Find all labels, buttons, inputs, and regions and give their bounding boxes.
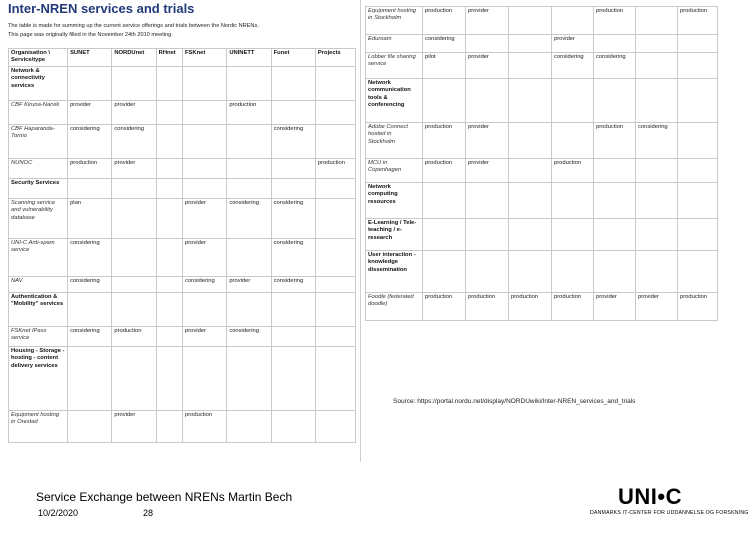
table-cell: production bbox=[466, 293, 509, 321]
table-cell bbox=[636, 251, 678, 293]
table-cell bbox=[509, 7, 552, 35]
column-header: UNINETT bbox=[227, 49, 271, 67]
intro-line-2: This page was originally filled in the November 24th 2010 meeting. bbox=[8, 31, 173, 38]
table-cell: considering bbox=[271, 198, 315, 238]
table-cell bbox=[271, 326, 315, 346]
table-cell bbox=[156, 346, 182, 410]
table-cell bbox=[678, 53, 718, 79]
table-cell bbox=[156, 198, 182, 238]
service-label: Equipment hosting in Stockholm bbox=[366, 7, 423, 35]
table-cell bbox=[227, 158, 271, 178]
table-cell bbox=[271, 66, 315, 100]
table-cell: production bbox=[594, 7, 636, 35]
table-cell bbox=[227, 238, 271, 276]
table-cell bbox=[227, 346, 271, 410]
table-cell: production bbox=[183, 410, 227, 442]
page-number: 28 bbox=[143, 508, 154, 518]
table-cell bbox=[183, 178, 227, 198]
left-table-panel bbox=[2, 0, 361, 462]
category-label: Authentication & "Mobility" services bbox=[9, 292, 68, 326]
logo-wordmark: UNI•C bbox=[618, 484, 682, 509]
category-label: Network communication tools & conferencing bbox=[366, 79, 423, 123]
table-cell: provider bbox=[636, 293, 678, 321]
service-label: CBF Kiruna-Narvik bbox=[9, 100, 68, 124]
table-cell: considering bbox=[112, 124, 156, 158]
table-cell bbox=[68, 292, 112, 326]
table-cell: provider bbox=[183, 326, 227, 346]
table-cell bbox=[552, 79, 594, 123]
footer-title: Service Exchange between NRENs Martin Bech bbox=[36, 490, 293, 504]
table-cell bbox=[509, 79, 552, 123]
table-cell bbox=[112, 178, 156, 198]
table-cell bbox=[156, 66, 182, 100]
left-table-body bbox=[9, 66, 356, 442]
table-row bbox=[9, 292, 356, 326]
table-cell bbox=[636, 53, 678, 79]
table-cell: production bbox=[552, 159, 594, 183]
table-cell bbox=[678, 183, 718, 219]
table-cell: considering bbox=[68, 238, 112, 276]
table-cell: considering bbox=[68, 124, 112, 158]
service-label: CBF Haparanda-Tornio bbox=[9, 124, 68, 158]
table-row bbox=[9, 410, 356, 442]
table-cell bbox=[636, 219, 678, 251]
table-cell bbox=[315, 238, 355, 276]
table-cell bbox=[315, 178, 355, 198]
column-header: Projects bbox=[315, 49, 355, 67]
table-cell bbox=[112, 346, 156, 410]
uni-c-logo bbox=[590, 484, 749, 518]
table-cell: production bbox=[678, 7, 718, 35]
table-cell bbox=[423, 183, 466, 219]
table-cell bbox=[183, 158, 227, 178]
table-cell: plan bbox=[68, 198, 112, 238]
table-cell: production bbox=[68, 158, 112, 178]
table-cell bbox=[509, 183, 552, 219]
table-cell bbox=[156, 410, 182, 442]
category-label: Housing - Storage - hosting - content delivery services bbox=[9, 346, 68, 410]
table-cell bbox=[678, 219, 718, 251]
service-label: FSKnet IPass service bbox=[9, 326, 68, 346]
table-cell: considering bbox=[636, 123, 678, 159]
table-cell: provider bbox=[68, 100, 112, 124]
table-row bbox=[366, 53, 718, 79]
table-cell bbox=[678, 251, 718, 293]
column-header: Organisation \ Service/type bbox=[9, 49, 68, 67]
intro-text bbox=[8, 22, 353, 39]
services-table-left bbox=[8, 48, 356, 443]
table-cell bbox=[552, 219, 594, 251]
table-cell: considering bbox=[271, 238, 315, 276]
table-cell bbox=[509, 251, 552, 293]
table-row bbox=[366, 251, 718, 293]
table-cell bbox=[156, 276, 182, 292]
table-cell: production bbox=[315, 158, 355, 178]
table-cell: production bbox=[423, 123, 466, 159]
table-cell: provider bbox=[183, 198, 227, 238]
table-cell bbox=[678, 79, 718, 123]
table-cell bbox=[315, 276, 355, 292]
table-cell bbox=[315, 198, 355, 238]
table-cell bbox=[227, 124, 271, 158]
table-cell bbox=[227, 410, 271, 442]
table-cell bbox=[594, 183, 636, 219]
table-cell bbox=[68, 346, 112, 410]
table-cell: production bbox=[227, 100, 271, 124]
table-cell bbox=[423, 219, 466, 251]
table-cell bbox=[183, 292, 227, 326]
table-row bbox=[9, 198, 356, 238]
table-row bbox=[9, 66, 356, 100]
footer-date: 10/2/2020 bbox=[38, 508, 79, 518]
table-cell: provider bbox=[466, 53, 509, 79]
table-cell bbox=[227, 178, 271, 198]
table-cell: provider bbox=[466, 123, 509, 159]
table-row bbox=[366, 183, 718, 219]
table-row bbox=[366, 35, 718, 53]
table-cell bbox=[112, 238, 156, 276]
table-cell: considering bbox=[423, 35, 466, 53]
table-cell bbox=[315, 410, 355, 442]
table-cell: provider bbox=[466, 159, 509, 183]
table-cell: production bbox=[423, 293, 466, 321]
service-label: UNI-C Anti-spam service bbox=[9, 238, 68, 276]
table-cell bbox=[509, 159, 552, 183]
table-cell bbox=[227, 292, 271, 326]
service-label: Foodle (federated doodle) bbox=[366, 293, 423, 321]
table-cell bbox=[594, 35, 636, 53]
table-row bbox=[366, 219, 718, 251]
service-label: NAV bbox=[9, 276, 68, 292]
table-cell bbox=[678, 35, 718, 53]
table-cell: production bbox=[112, 326, 156, 346]
table-cell bbox=[552, 123, 594, 159]
table-cell bbox=[271, 100, 315, 124]
table-cell: production bbox=[423, 159, 466, 183]
services-table-right bbox=[365, 6, 718, 321]
table-cell: provider bbox=[594, 293, 636, 321]
table-cell bbox=[552, 183, 594, 219]
table-cell bbox=[678, 159, 718, 183]
service-label: Equipment hosting in Orestad bbox=[9, 410, 68, 442]
table-row bbox=[366, 293, 718, 321]
table-cell: production bbox=[678, 293, 718, 321]
table-cell bbox=[156, 100, 182, 124]
table-cell bbox=[509, 219, 552, 251]
service-label: Scanning service and vulnerability database bbox=[9, 198, 68, 238]
table-cell bbox=[271, 292, 315, 326]
table-cell bbox=[156, 326, 182, 346]
table-cell bbox=[594, 79, 636, 123]
table-cell bbox=[315, 326, 355, 346]
table-cell bbox=[636, 159, 678, 183]
table-row bbox=[9, 100, 356, 124]
table-cell: considering bbox=[227, 326, 271, 346]
table-cell: production bbox=[594, 123, 636, 159]
table-row bbox=[9, 326, 356, 346]
table-cell bbox=[315, 292, 355, 326]
table-cell bbox=[271, 410, 315, 442]
table-row bbox=[9, 238, 356, 276]
column-header: SUNET bbox=[68, 49, 112, 67]
table-cell: considering bbox=[271, 276, 315, 292]
table-cell bbox=[183, 346, 227, 410]
table-cell bbox=[636, 35, 678, 53]
table-cell bbox=[552, 7, 594, 35]
table-cell: provider bbox=[112, 410, 156, 442]
table-cell: considering bbox=[183, 276, 227, 292]
table-cell bbox=[156, 158, 182, 178]
table-row bbox=[9, 124, 356, 158]
table-cell bbox=[315, 100, 355, 124]
table-cell bbox=[466, 183, 509, 219]
intro-line-1: The table is made for summing up the current service offerings and trials between the Nordic NRENs. bbox=[8, 23, 259, 29]
table-cell: considering bbox=[271, 124, 315, 158]
table-cell bbox=[466, 79, 509, 123]
table-cell bbox=[156, 292, 182, 326]
table-cell bbox=[68, 178, 112, 198]
table-cell bbox=[227, 66, 271, 100]
table-cell bbox=[594, 219, 636, 251]
column-header: NORDUnet bbox=[112, 49, 156, 67]
column-header: FSKnet bbox=[183, 49, 227, 67]
service-label: Adobe Connect hosted in Stockholm bbox=[366, 123, 423, 159]
table-cell: considering bbox=[552, 53, 594, 79]
table-cell bbox=[466, 219, 509, 251]
table-cell bbox=[271, 346, 315, 410]
table-cell: considering bbox=[68, 276, 112, 292]
table-cell bbox=[156, 178, 182, 198]
table-cell bbox=[112, 66, 156, 100]
table-cell: provider bbox=[227, 276, 271, 292]
page-heading: Inter-NREN services and trials bbox=[8, 1, 195, 16]
table-cell: provider bbox=[183, 238, 227, 276]
category-label: Security Services bbox=[9, 178, 68, 198]
table-row bbox=[366, 7, 718, 35]
table-cell: pilot bbox=[423, 53, 466, 79]
table-cell bbox=[68, 66, 112, 100]
table-header-row bbox=[9, 49, 356, 67]
table-cell bbox=[271, 178, 315, 198]
table-cell bbox=[112, 276, 156, 292]
service-label: NUNOC bbox=[9, 158, 68, 178]
table-cell bbox=[509, 53, 552, 79]
table-cell: considering bbox=[227, 198, 271, 238]
service-label: Eduroam bbox=[366, 35, 423, 53]
table-row bbox=[9, 158, 356, 178]
table-cell: considering bbox=[594, 53, 636, 79]
service-label: MCU in Copenhagen bbox=[366, 159, 423, 183]
table-cell: provider bbox=[112, 158, 156, 178]
table-cell bbox=[156, 238, 182, 276]
table-row bbox=[366, 79, 718, 123]
table-cell bbox=[636, 183, 678, 219]
table-cell bbox=[636, 7, 678, 35]
table-cell bbox=[552, 251, 594, 293]
table-cell bbox=[156, 124, 182, 158]
table-cell bbox=[112, 292, 156, 326]
table-cell bbox=[466, 35, 509, 53]
table-cell bbox=[183, 124, 227, 158]
category-label: User interaction - knowledge dissemination bbox=[366, 251, 423, 293]
table-cell bbox=[509, 35, 552, 53]
service-label: Lobber file sharing service bbox=[366, 53, 423, 79]
table-cell: provider bbox=[552, 35, 594, 53]
table-cell bbox=[594, 159, 636, 183]
category-label: Network computing resources bbox=[366, 183, 423, 219]
table-cell bbox=[271, 158, 315, 178]
table-cell bbox=[423, 251, 466, 293]
table-cell bbox=[594, 251, 636, 293]
table-cell bbox=[315, 66, 355, 100]
right-table-body bbox=[366, 7, 718, 321]
table-cell bbox=[315, 124, 355, 158]
table-cell bbox=[678, 123, 718, 159]
table-cell bbox=[315, 346, 355, 410]
column-header: RHnet bbox=[156, 49, 182, 67]
table-cell bbox=[423, 79, 466, 123]
category-label: Network & connectivity services bbox=[9, 66, 68, 100]
category-label: E-Learning / Tele-teaching / e-research bbox=[366, 219, 423, 251]
column-header: Funet bbox=[271, 49, 315, 67]
table-row bbox=[366, 159, 718, 183]
table-row bbox=[9, 178, 356, 198]
table-row bbox=[9, 346, 356, 410]
table-cell: considering bbox=[68, 326, 112, 346]
table-cell bbox=[112, 198, 156, 238]
table-cell bbox=[68, 410, 112, 442]
table-cell bbox=[509, 123, 552, 159]
table-cell: provider bbox=[466, 7, 509, 35]
source-note: Source: https://portal.nordu.net/display/NORDUwiki/Inter-NREN_services_and_trials bbox=[393, 398, 636, 405]
table-cell: production bbox=[509, 293, 552, 321]
table-cell bbox=[183, 100, 227, 124]
table-cell bbox=[183, 66, 227, 100]
logo-tagline: DANMARKS IT-CENTER FOR UDDANNELSE OG FORSKNING bbox=[590, 510, 749, 516]
table-row bbox=[9, 276, 356, 292]
table-cell bbox=[466, 251, 509, 293]
table-row bbox=[366, 123, 718, 159]
table-cell: provider bbox=[112, 100, 156, 124]
table-cell: production bbox=[552, 293, 594, 321]
table-cell: production bbox=[423, 7, 466, 35]
table-cell bbox=[636, 79, 678, 123]
